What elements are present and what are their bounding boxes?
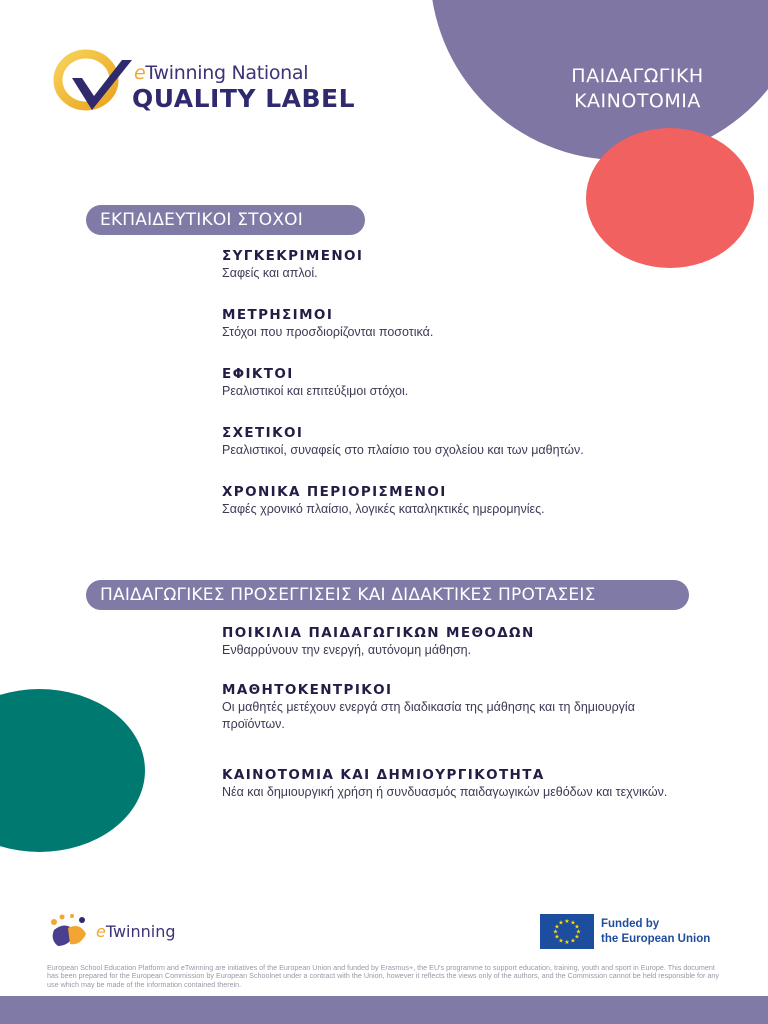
item-title: ΚΑΙΝΟΤΟΜΙΑ ΚΑΙ ΔΗΜΙΟΥΡΓΙΚΟΤΗΤΑ	[222, 767, 545, 783]
svg-text:★: ★	[564, 939, 570, 946]
section-heading-educational-goals: ΕΚΠΑΙΔΕΥΤΙΚΟΙ ΣΤΟΧΟΙ	[86, 205, 365, 235]
item-description: Νέα και δημιουργική χρήση ή συνδυασμός παιδαγωγικών μεθόδων και τεχνικών.	[222, 785, 668, 799]
quality-label-emblem-icon	[52, 48, 134, 118]
pedagogical-approaches-list	[222, 625, 682, 801]
educational-goals-list	[222, 248, 682, 543]
page-title-line1: ΠΑΙΔΑΓΩΓΙΚΗ	[571, 65, 704, 87]
quality-label-logo	[52, 48, 372, 118]
etwinning-logo	[46, 912, 186, 952]
item-description: Σαφές χρονικό πλαίσιο, λογικές καταληκτικές ημερομηνίες.	[222, 502, 545, 516]
item-description: Ενθαρρύνουν την ενεργή, αυτόνομη μάθηση.	[222, 643, 472, 657]
svg-text:★: ★	[570, 919, 576, 927]
decorative-red-circle	[586, 128, 754, 268]
item-title: ΣΧΕΤΙΚΟΙ	[222, 425, 304, 441]
item-description: Ρεαλιστικοί και επιτεύξιμοι στόχοι.	[222, 384, 409, 398]
logo-line1-text: Twinning National	[145, 62, 309, 84]
svg-text:★: ★	[554, 933, 560, 941]
list-item	[222, 425, 682, 484]
item-title: ΠΟΙΚΙΛΙΑ ΠΑΙΔΑΓΩΓΙΚΩΝ ΜΕΘΟΔΩΝ	[222, 625, 535, 641]
svg-text:★: ★	[554, 923, 560, 931]
list-item	[222, 767, 682, 801]
list-item	[222, 366, 682, 425]
list-item	[222, 625, 682, 682]
item-title: ΜΕΤΡΗΣΙΜΟΙ	[222, 307, 334, 323]
svg-text:★: ★	[575, 928, 582, 936]
logo-line2: QUALITY LABEL	[132, 84, 356, 113]
item-description: Στόχοι που προσδιορίζονται ποσοτικά.	[222, 325, 434, 339]
etwinning-wordmark-text: Twinning	[105, 922, 176, 941]
etwinning-emblem-icon	[46, 912, 94, 952]
item-title: ΕΦΙΚΤΟΙ	[222, 366, 294, 382]
logo-line1	[134, 62, 308, 84]
svg-text:★: ★	[574, 933, 580, 941]
page-title	[545, 64, 730, 114]
page-title-line2: ΚΑΙΝΟΤΟΜΙΑ	[574, 90, 701, 112]
item-description: Σαφείς και απλοί.	[222, 266, 318, 280]
section-heading-pedagogical-approaches: ΠΑΙΔΑΓΩΓΙΚΕΣ ΠΡΟΣΕΓΓΙΣΕΙΣ ΚΑΙ ΔΙΔΑΚΤΙΚΕΣ ΠΡΟΤΑΣΕΙΣ	[86, 580, 689, 610]
eu-funding-badge	[540, 914, 740, 950]
svg-text:★: ★	[570, 937, 576, 945]
list-item	[222, 307, 682, 366]
etwinning-wordmark	[96, 922, 176, 941]
svg-text:★: ★	[558, 937, 564, 945]
list-item	[222, 484, 682, 543]
item-description: Ρεαλιστικοί, συναφείς στο πλαίσιο του σχολείου και των μαθητών.	[222, 443, 584, 457]
logo-e-prefix: e	[134, 62, 146, 84]
eu-flag-icon	[540, 914, 594, 949]
decorative-teal-circle	[0, 689, 145, 852]
item-description: Οι μαθητές μετέχουν ενεργά στη διαδικασία της μάθησης και τη δημιουργία προϊόντων.	[222, 700, 635, 731]
svg-text:★: ★	[552, 928, 559, 936]
svg-text:★: ★	[558, 919, 564, 927]
svg-text:★: ★	[564, 918, 570, 925]
list-item	[222, 248, 682, 307]
list-item	[222, 682, 682, 767]
item-title: ΜΑΘΗΤΟΚΕΝΤΡΙΚΟΙ	[222, 682, 393, 698]
legal-disclaimer: European School Education Platform and eTwinning are initiatives of the European Union and funded by Erasmus+, the EU's programme to support education, training, youth and sport in Europe. This document has been prepared for the European Commission by European Schoolnet under a contract with the Union, however it reflects the views only of the authors, and the Commission cannot be held responsible for any use which may be made of the information contained therein.	[47, 963, 720, 989]
item-title: ΧΡΟΝΙΚΑ ΠΕΡΙΟΡΙΣΜΕΝΟΙ	[222, 484, 447, 500]
item-title: ΣΥΓΚΕΚΡΙΜΕΝΟΙ	[222, 248, 364, 264]
bottom-bar	[0, 996, 768, 1024]
eu-funding-text: Funded by the European Union	[601, 918, 711, 945]
svg-text:★: ★	[574, 923, 580, 931]
etwinning-e-prefix: e	[96, 922, 106, 941]
